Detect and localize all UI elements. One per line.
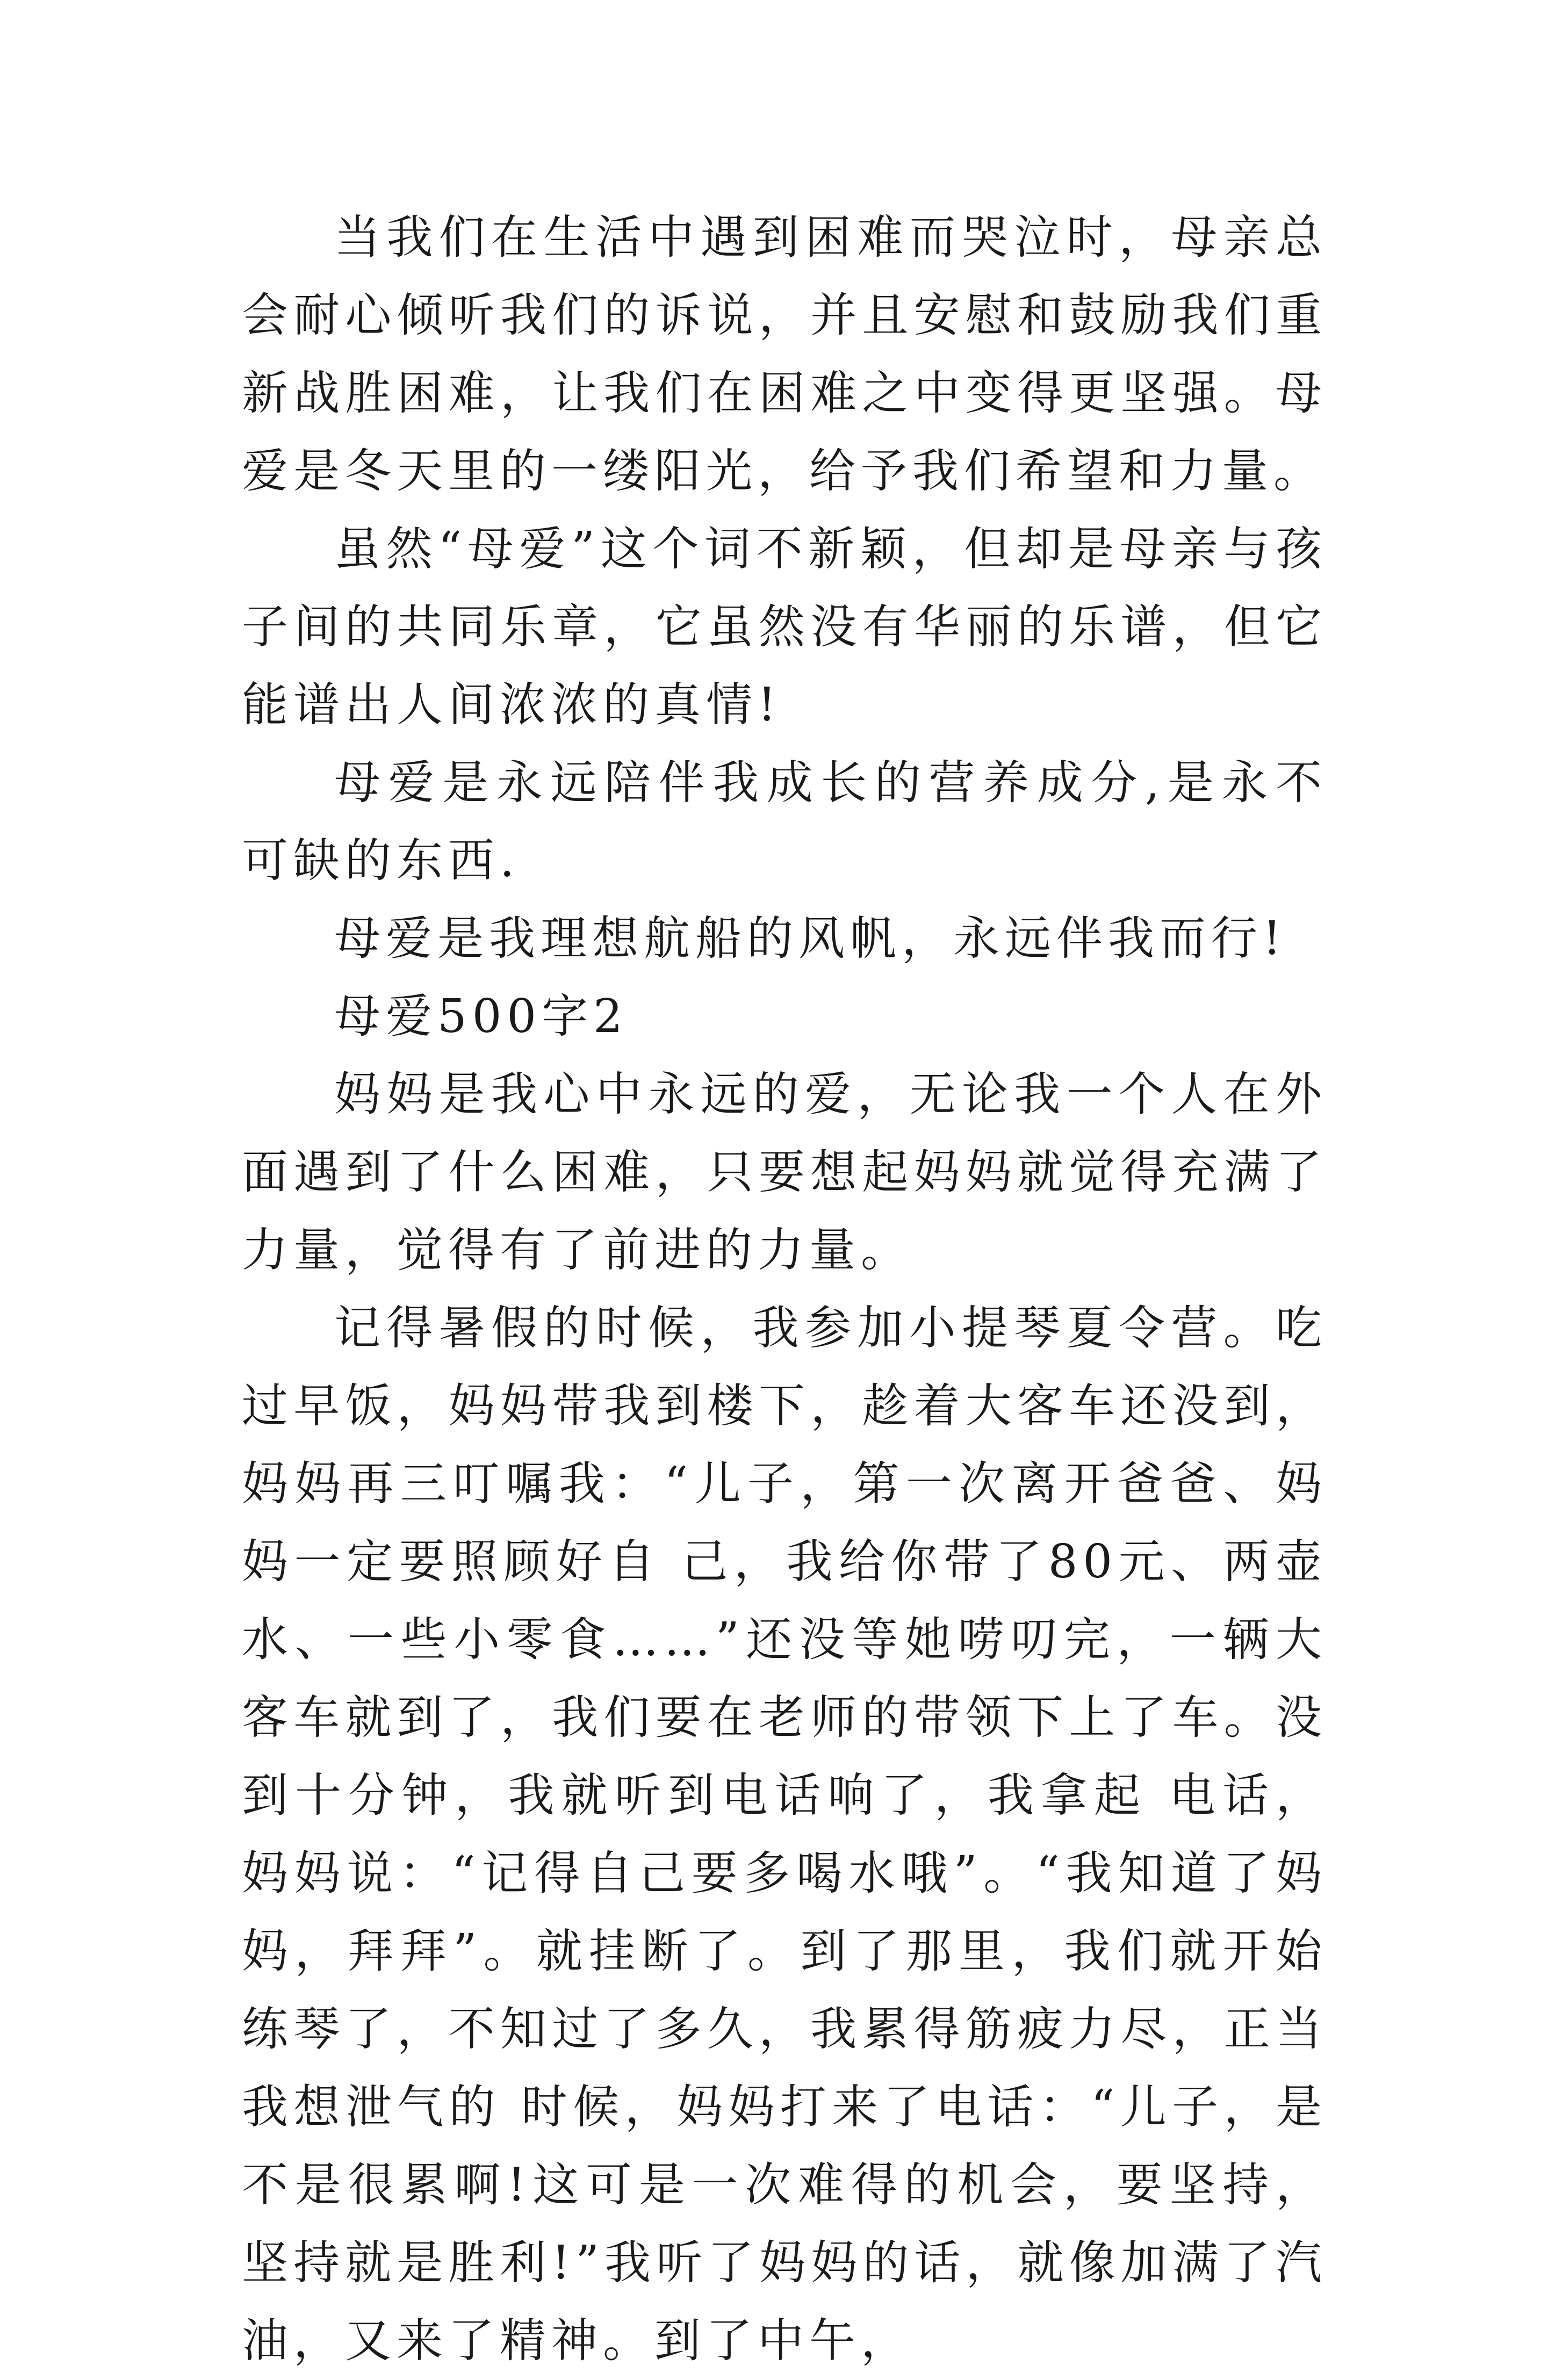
paragraph-2: 虽然“母爱”这个词不新颖，但却是母亲与孩子间的共同乐章，它虽然没有华丽的乐谱，但它能谱出人间浓浓的真情!	[242, 522, 1327, 732]
paragraph-4: 母爱是我理想航船的风帆，永远伴我而行!	[334, 912, 1287, 965]
paragraph-1: 当我们在生活中遇到困难而哭泣时，母亲总会耐心倾听我们的诉说，并且安慰和鼓励我们重新战胜困难，让我们在困难之中变得更坚强。母爱是冬天里的一缕阳光，给予我们希望和力量。	[242, 211, 1327, 498]
paragraph-6: 记得暑假的时候，我参加小提琴夏令营。吃过早饭，妈妈带我到楼下，趁着大客车还没到，妈妈再三叮嘱我：“儿子，第一次离开爸爸、妈妈一定要照顾好自 己，我给你带了80元、两壶水、一些小零食……”还没等她唠叨完，一辆大客车就到了，我们要在老师的带领下上了车。没到十分钟，我就听到电话响了，我拿起 电话，妈妈说：“记得自己要多喝水哦”。“我知道了妈妈，拜拜”。就挂断了。到了那里，我们就开始练琴了，不知过了多久，我累得筋疲力尽，正当我想泄气的 时候，妈妈打来了电话：“儿子，是不是很累啊!这可是一次难得的机会，要坚持，坚持就是胜利!”我听了妈妈的话，就像加满了汽油，又来了精神。到了中午，	[242, 1301, 1327, 2368]
section-heading: 母爱500字2	[334, 990, 628, 1043]
paragraph-3: 母爱是永远陪伴我成长的营养成分,是永不可缺的东西.	[242, 756, 1327, 888]
paragraph-5: 妈妈是我心中永远的爱，无论我一个人在外面遇到了什么困难，只要想起妈妈就觉得充满了力量，觉得有了前进的力量。	[242, 1068, 1327, 1277]
document-body	[242, 199, 1327, 2380]
